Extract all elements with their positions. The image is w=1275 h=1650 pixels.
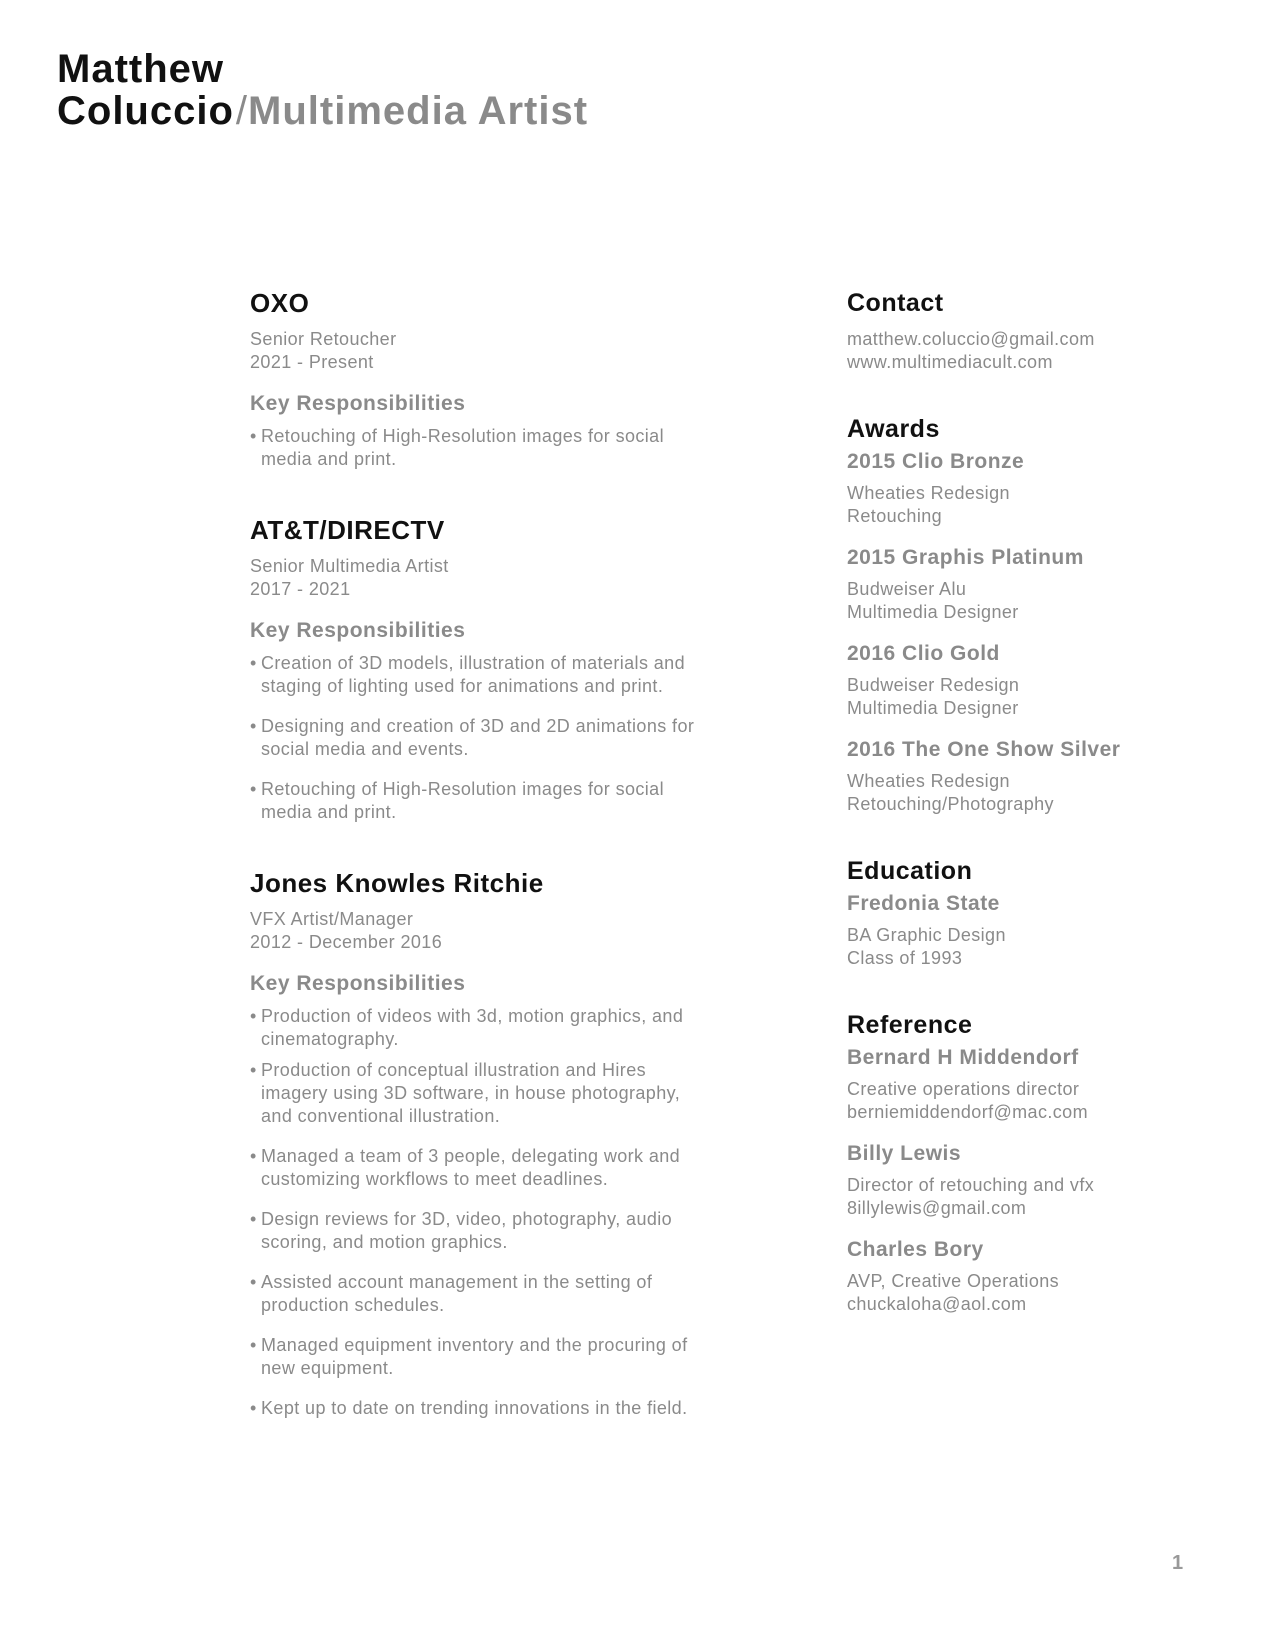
contact-website[interactable]: www.multimediacult.com: [847, 352, 1053, 372]
responsibility-item: • Designing and creation of 3D and 2D animations for social media and events.: [250, 716, 695, 759]
education-heading: Education: [847, 857, 973, 885]
first-name: Matthew: [57, 47, 224, 91]
award-project: Wheaties Redesign: [847, 771, 1010, 791]
bullet-icon: •: [250, 426, 257, 446]
dates: 2021 - Present: [250, 352, 374, 372]
job-entry: [250, 513, 710, 824]
job-title: Multimedia Artist: [248, 89, 589, 133]
responsibilities-list: [250, 652, 710, 824]
award-entry: [847, 448, 1187, 528]
dates: 2012 - December 2016: [250, 932, 443, 952]
award-title: 2015 Clio Bronze: [847, 450, 1025, 473]
responsibility-item: • Retouching of High-Resolution images for social media and print.: [250, 426, 664, 469]
dates: 2017 - 2021: [250, 579, 351, 599]
responsibility-item: • Design reviews for 3D, video, photography, audio scoring, and motion graphics.: [250, 1209, 673, 1252]
bullet-icon: •: [250, 779, 257, 799]
reference-email[interactable]: berniemiddendorf@mac.com: [847, 1102, 1088, 1122]
award-role: Multimedia Designer: [847, 698, 1019, 718]
responsibility-item: • Creation of 3D models, illustration of materials and staging of lighting used for animations and print.: [250, 653, 685, 696]
bullet-icon: •: [250, 1209, 257, 1229]
contact-heading: Contact: [847, 289, 944, 317]
awards-section: [847, 412, 1187, 816]
responsibility-item: • Kept up to date on trending innovations in the field.: [250, 1398, 688, 1418]
award-project: Wheaties Redesign: [847, 483, 1010, 503]
sidebar-column: [847, 286, 1187, 1346]
award-project: Budweiser Alu: [847, 579, 967, 599]
reference-heading: Reference: [847, 1011, 973, 1039]
education-section: [847, 854, 1187, 970]
degree: BA Graphic Design: [847, 925, 1006, 945]
bullet-icon: •: [250, 653, 257, 673]
position: VFX Artist/Manager: [250, 909, 414, 929]
award-entry: [847, 544, 1187, 624]
job-entry: [250, 286, 710, 471]
reference-email[interactable]: chuckaloha@aol.com: [847, 1294, 1027, 1314]
company-name: OXO: [250, 288, 310, 318]
reference-name: Bernard H Middendorf: [847, 1046, 1079, 1069]
bullet-icon: •: [250, 1335, 257, 1355]
bullet-icon: •: [250, 1146, 257, 1166]
award-role: Retouching/Photography: [847, 794, 1054, 814]
responsibilities-heading: Key Responsibilities: [250, 392, 466, 415]
award-entry: [847, 640, 1187, 720]
award-title: 2015 Graphis Platinum: [847, 546, 1084, 569]
responsibility-item: • Managed equipment inventory and the procuring of new equipment.: [250, 1335, 688, 1378]
bullet-icon: •: [250, 1272, 257, 1292]
title-separator: /: [235, 89, 249, 133]
award-title: 2016 Clio Gold: [847, 642, 1000, 665]
position: Senior Multimedia Artist: [250, 556, 449, 576]
reference-entry: [847, 1236, 1187, 1316]
contact-email[interactable]: matthew.coluccio@gmail.com: [847, 329, 1095, 349]
experience-column: [250, 286, 710, 1462]
education-entry: [847, 890, 1187, 970]
reference-name: Billy Lewis: [847, 1142, 962, 1165]
resume-header: [57, 48, 588, 132]
bullet-icon: •: [250, 1006, 257, 1026]
last-name: Coluccio: [57, 89, 234, 133]
reference-entry: [847, 1044, 1187, 1124]
responsibilities-list: [250, 1005, 710, 1420]
responsibility-item: • Managed a team of 3 people, delegating work and customizing workflows to meet deadlines.: [250, 1146, 681, 1189]
reference-name: Charles Bory: [847, 1238, 984, 1261]
award-role: Retouching: [847, 506, 943, 526]
company-name: Jones Knowles Ritchie: [250, 868, 544, 898]
reference-role: AVP, Creative Operations: [847, 1271, 1060, 1291]
name-title-line: [57, 90, 588, 132]
job-entry: [250, 866, 710, 1420]
responsibility-item: • Retouching of High-Resolution images for social media and print.: [250, 779, 664, 822]
reference-section: [847, 1008, 1187, 1316]
responsibility-item: • Production of videos with 3d, motion graphics, and cinematography.: [250, 1006, 684, 1049]
company-name: AT&T/DIRECTV: [250, 515, 445, 545]
bullet-icon: •: [250, 1060, 257, 1080]
responsibility-item: • Assisted account management in the setting of production schedules.: [250, 1272, 653, 1315]
responsibilities-list: [250, 425, 710, 471]
award-title: 2016 The One Show Silver: [847, 738, 1121, 761]
position: Senior Retoucher: [250, 329, 397, 349]
school-name: Fredonia State: [847, 892, 1000, 915]
responsibility-item: • Production of conceptual illustration and Hires imagery using 3D software, in house photography, and conventional illustration.: [250, 1060, 681, 1126]
bullet-icon: •: [250, 1398, 257, 1418]
reference-role: Director of retouching and vfx: [847, 1175, 1095, 1195]
class-year: Class of 1993: [847, 948, 963, 968]
awards-heading: Awards: [847, 415, 940, 443]
reference-role: Creative operations director: [847, 1079, 1080, 1099]
award-entry: [847, 736, 1187, 816]
contact-section: [847, 286, 1187, 374]
page-number: 1: [1172, 1552, 1184, 1574]
responsibilities-heading: Key Responsibilities: [250, 619, 466, 642]
award-role: Multimedia Designer: [847, 602, 1019, 622]
reference-email[interactable]: 8illylewis@gmail.com: [847, 1198, 1027, 1218]
responsibilities-heading: Key Responsibilities: [250, 972, 466, 995]
reference-entry: [847, 1140, 1187, 1220]
bullet-icon: •: [250, 716, 257, 736]
award-project: Budweiser Redesign: [847, 675, 1020, 695]
